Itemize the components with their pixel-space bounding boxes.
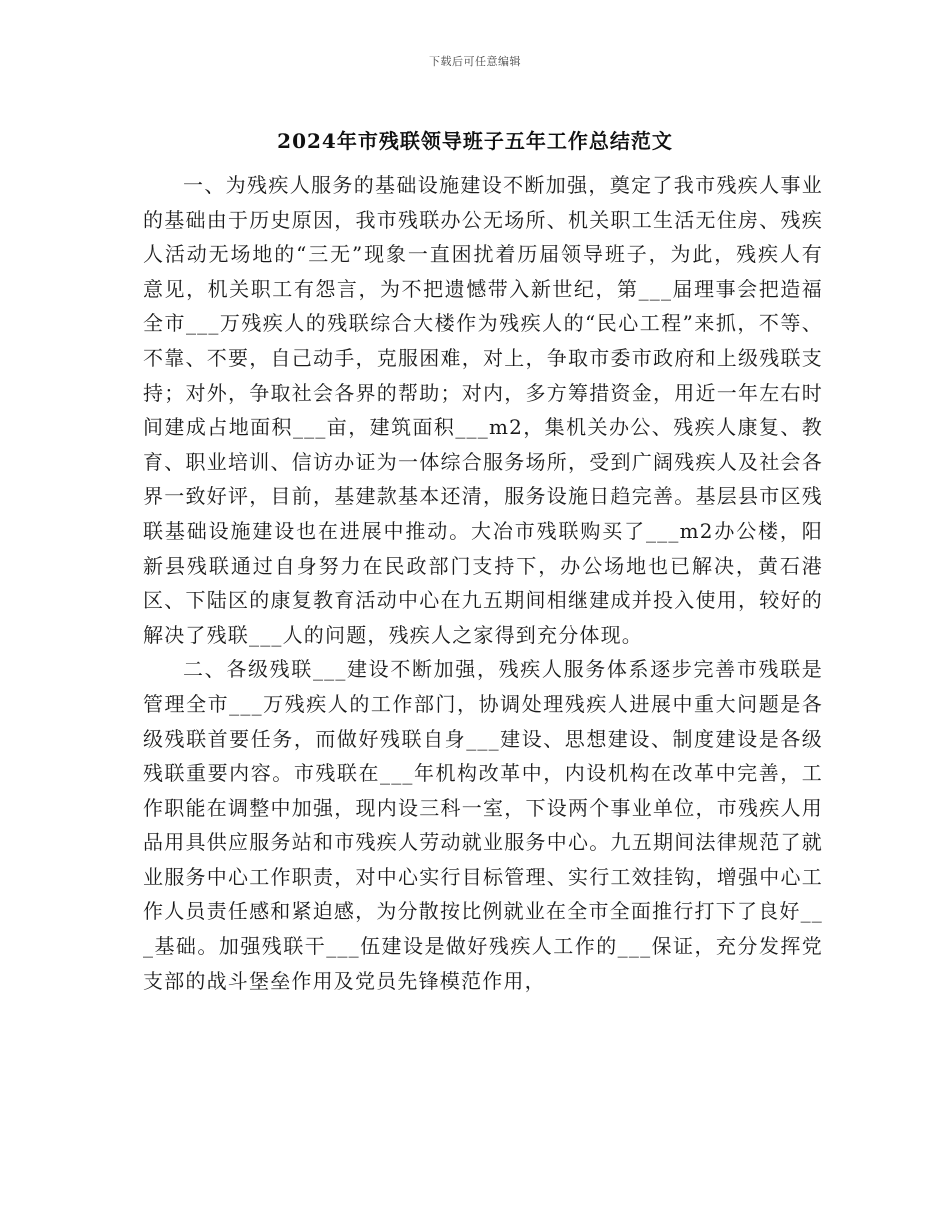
document-title: 2024年市残联领导班子五年工作总结范文 [277,129,673,153]
paragraph-2: 二、各级残联___建设不断加强，残疾人服务体系逐步完善市残联是管理全市___万残疾人的工作部门，协调处理残疾人进展中重大问题是各级残联首要任务，而做好残联自身___建设、思想建设、制度建设是各级残联重要内容。市残联在___年机构改革中，内设机构在改革中完善，工作职能在调整中加强，现内设三科一室，下设两个事业单位，市残疾人用品用具供应服务站和市残疾人劳动就业服务中心。九五期间法律规范了就业服务中心工作职责，对中心实行目标管理、实行工效挂钩，增强中心工作人员责任感和紧迫感，为分散按比例就业在全市全面推行打下了良好___基础。加强残联干___伍建设是做好残疾人工作的___保证，充分发挥党支部的战斗堡垒作用及党员先锋模范作用， [143,657,823,993]
document-body [143,168,823,998]
paragraph-1: 一、为残疾人服务的基础设施建设不断加强，奠定了我市残疾人事业的基础由于历史原因，我市残联办公无场所、机关职工生活无住房、残疾人活动无场地的“三无”现象一直困扰着历届领导班子，为此，残疾人有意见，机关职工有怨言，为不把遗憾带入新世纪，第___届理事会把造福全市___万残疾人的残联综合大楼作为残疾人的“民心工程”来抓，不等、不靠、不要，自己动手，克服困难，对上，争取市委市政府和上级残联支持；对外，争取社会各界的帮助；对内，多方筹措资金，用近一年左右时间建成占地面积___亩，建筑面积___m2，集机关办公、残疾人康复、教育、职业培训、信访办证为一体综合服务场所，受到广阔残疾人及社会各界一致好评，目前，基建款基本还清，服务设施日趋完善。基层县市区残联基础设施建设也在进展中推动。大冶市残联购买了___m2办公楼，阳新县残联通过自身努力在民政部门支持下，办公场地也已解决，黄石港区、下陆区的康复教育活动中心在九五期间相继建成并投入使用，较好的解决了残联___人的问题，残疾人之家得到充分体现。 [143,173,823,647]
page-header-note: 下载后可任意编辑 [429,55,521,68]
